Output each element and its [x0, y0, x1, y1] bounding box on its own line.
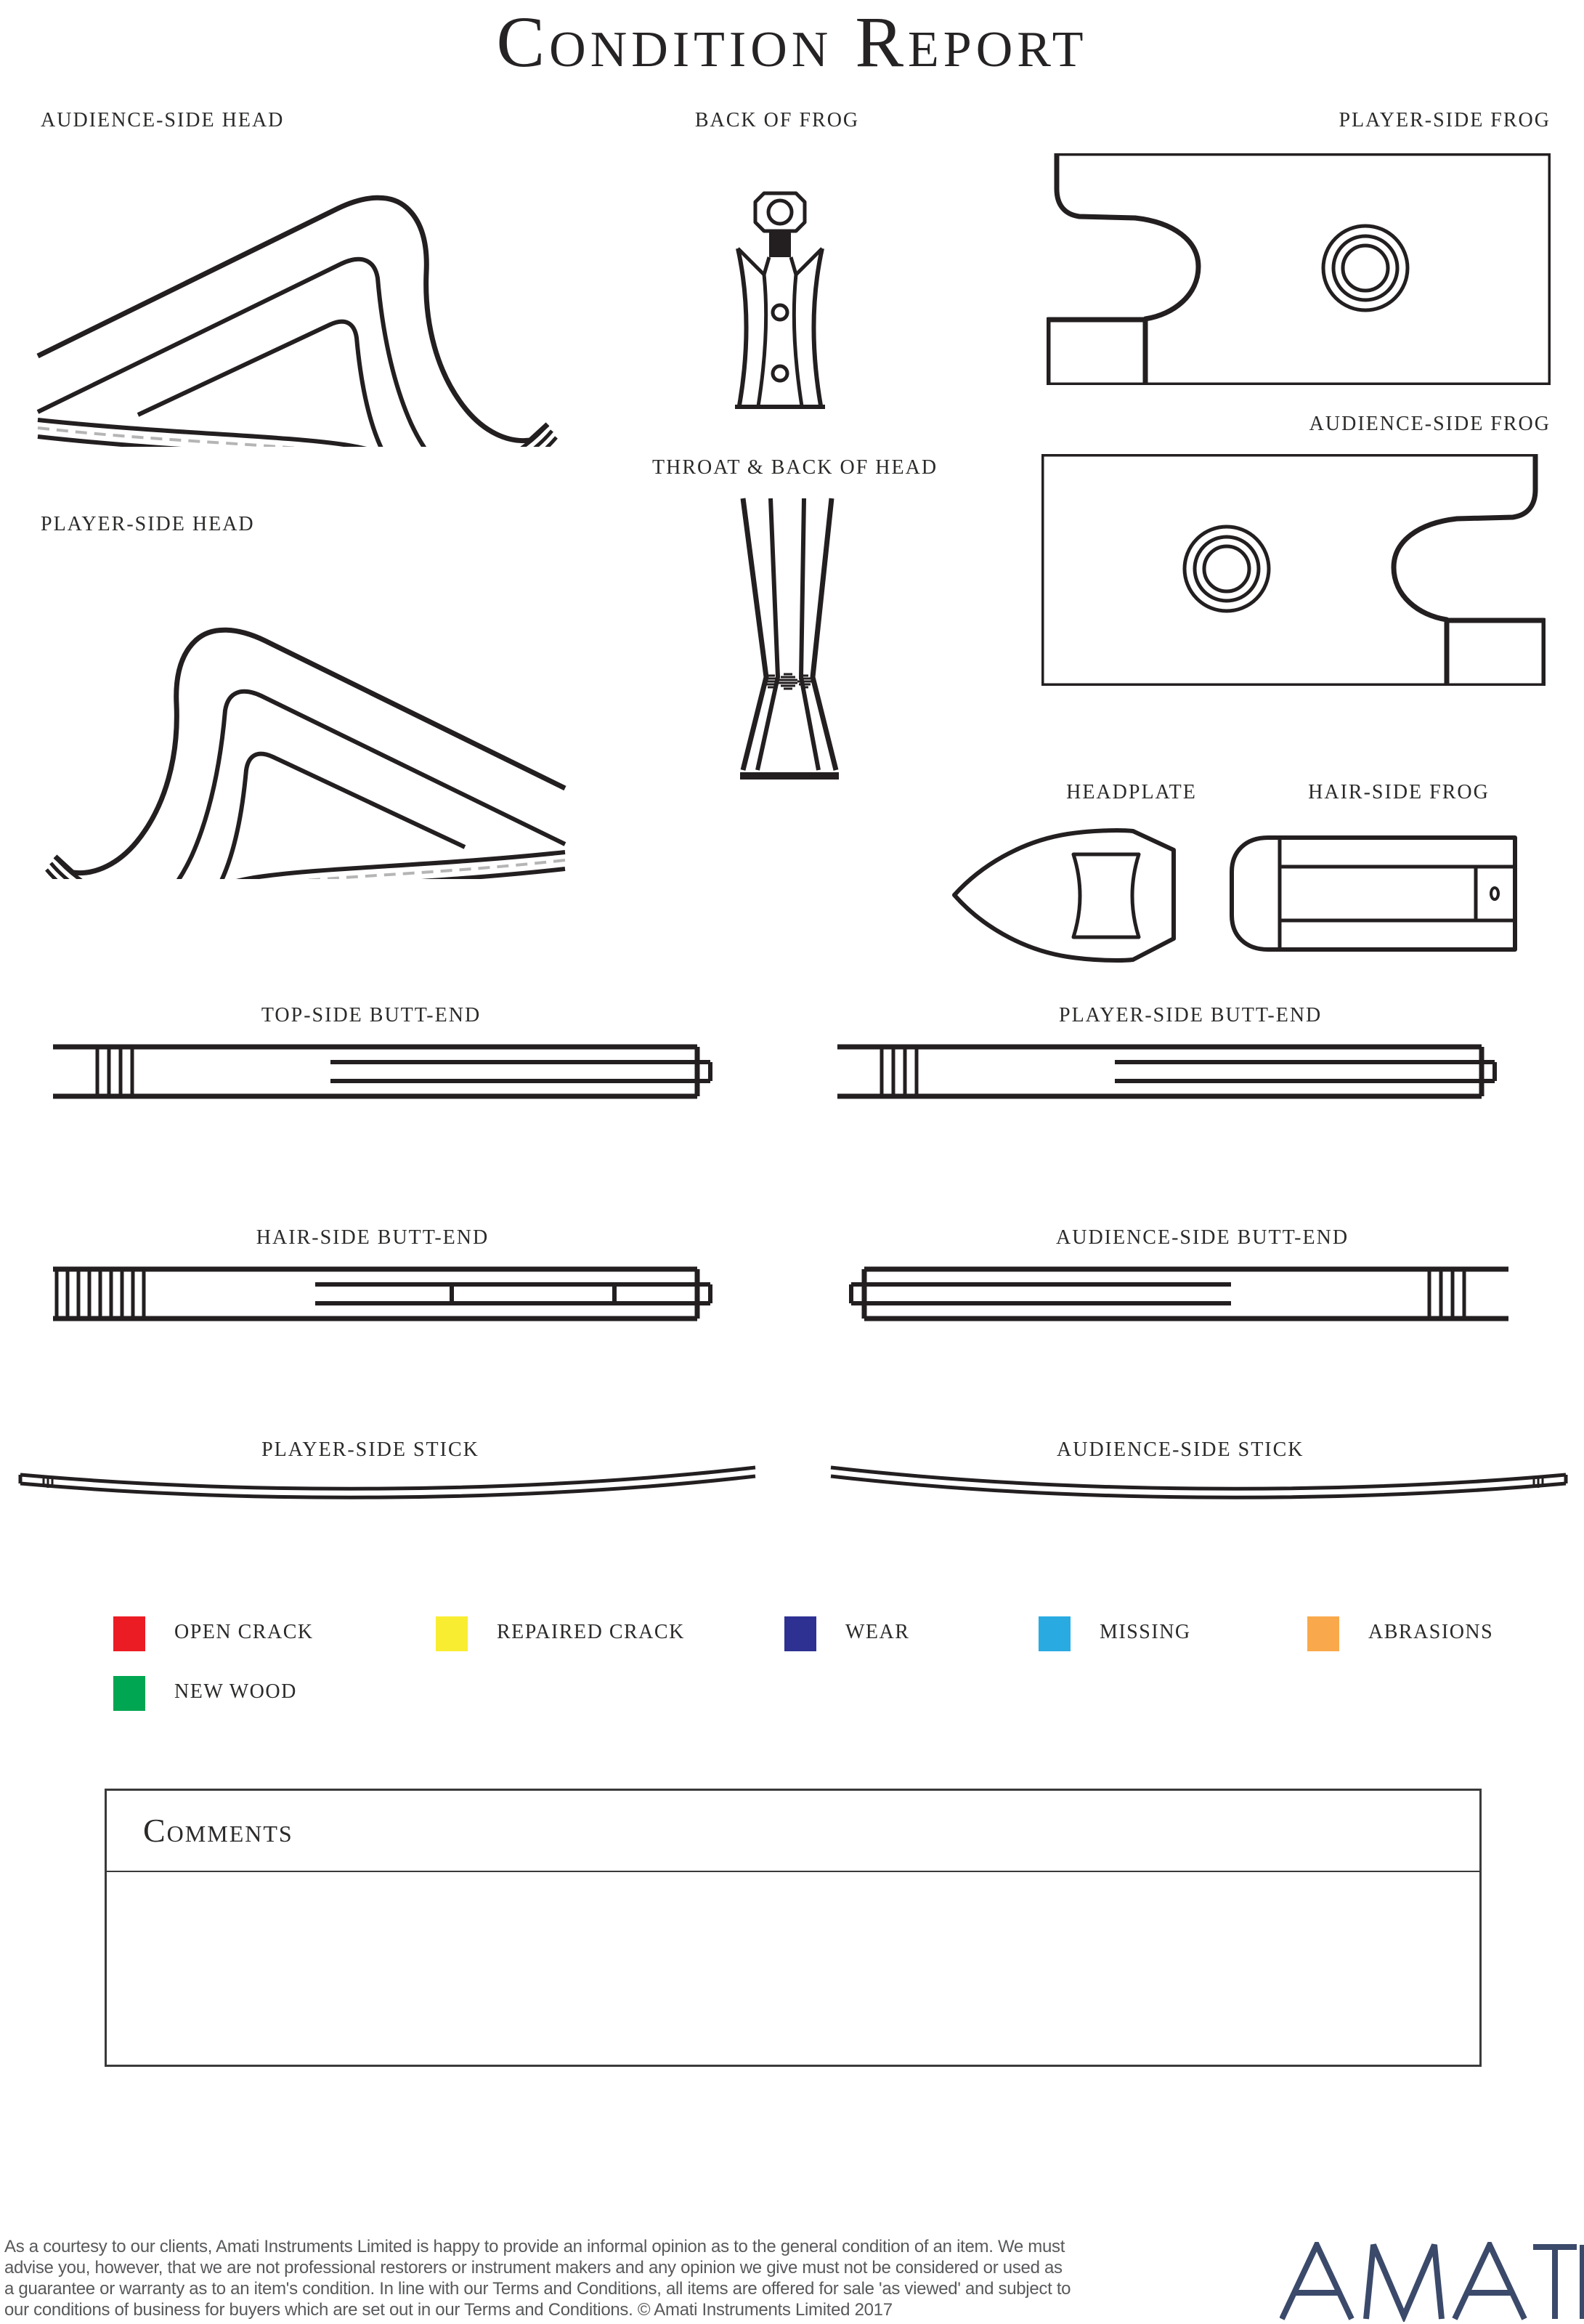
legend-swatch-wear — [784, 1616, 816, 1651]
label-player-side-head: PLAYER-SIDE HEAD — [41, 513, 255, 535]
back-of-frog-diagram — [726, 190, 835, 416]
hair-side-butt-end-diagram — [51, 1266, 726, 1322]
player-side-butt-end-diagram — [835, 1043, 1511, 1100]
audience-side-head-diagram — [22, 142, 581, 447]
top-side-butt-end-diagram — [51, 1043, 726, 1100]
legend-swatch-new-wood — [113, 1676, 145, 1711]
label-back-of-frog: BACK OF FROG — [694, 109, 860, 131]
label-hair-side-frog: HAIR-SIDE FROG — [1308, 781, 1490, 803]
footer-disclaimer — [4, 2236, 1071, 2320]
audience-side-butt-end-diagram — [835, 1266, 1511, 1322]
legend-label-missing: MISSING — [1100, 1621, 1191, 1643]
player-side-stick-diagram — [17, 1462, 758, 1505]
label-hair-side-butt-end: HAIR-SIDE BUTT-END — [256, 1226, 490, 1249]
audience-side-stick-diagram — [828, 1462, 1569, 1505]
legend-label-open-crack: OPEN CRACK — [174, 1621, 314, 1643]
label-player-side-butt-end: PLAYER-SIDE BUTT-END — [1059, 1004, 1323, 1027]
label-headplate: HEADPLATE — [1066, 781, 1197, 803]
player-side-head-diagram — [22, 574, 581, 879]
legend-label-repaired-crack: REPAIRED CRACK — [497, 1621, 685, 1643]
comments-header — [107, 1791, 1479, 1872]
page-title: Condition Report — [496, 1, 1088, 82]
footer-line: advise you, however, that we are not professional restorers or instrument makers and any opinion we give must not be considered or used as — [4, 2258, 1063, 2278]
legend-swatch-abrasions — [1307, 1616, 1339, 1651]
hair-side-frog-diagram — [1227, 835, 1518, 952]
legend-swatch-repaired-crack — [436, 1616, 468, 1651]
amati-logo — [1280, 2242, 1584, 2322]
footer-line: As a courtesy to our clients, Amati Instruments Limited is happy to provide an informal opinion as to the general condition of an item. We must — [4, 2237, 1065, 2256]
label-player-side-stick: PLAYER-SIDE STICK — [261, 1438, 479, 1461]
throat-and-back-of-head-diagram — [737, 494, 839, 785]
label-audience-side-frog: AUDIENCE-SIDE FROG — [1309, 413, 1551, 435]
label-audience-side-butt-end: AUDIENCE-SIDE BUTT-END — [1056, 1226, 1349, 1249]
label-player-side-frog: PLAYER-SIDE FROG — [1339, 109, 1551, 131]
label-audience-side-head: AUDIENCE-SIDE HEAD — [41, 109, 285, 131]
comments-box — [105, 1789, 1482, 2067]
comments-input-area[interactable] — [107, 1872, 1479, 2067]
footer-line: a guarantee or warranty as to an item's condition. In line with our Terms and Conditions, all items are offered for sale 'as viewed' and subject to — [4, 2279, 1071, 2299]
comments-title: Comments — [143, 1812, 293, 1849]
headplate-diagram — [951, 828, 1177, 963]
footer-line: our conditions of business for buyers which are set out in our Terms and Conditions. © Amati Instruments Limited 2017 — [4, 2300, 893, 2320]
legend-label-wear: WEAR — [845, 1621, 910, 1643]
label-top-side-butt-end: TOP-SIDE BUTT-END — [261, 1004, 482, 1027]
label-throat-back-of-head: THROAT & BACK OF HEAD — [652, 456, 938, 479]
legend-swatch-open-crack — [113, 1616, 145, 1651]
player-side-frog-diagram — [1047, 153, 1551, 385]
legend-label-abrasions: ABRASIONS — [1368, 1621, 1494, 1643]
legend-label-new-wood: NEW WOOD — [174, 1680, 297, 1703]
legend-swatch-missing — [1039, 1616, 1071, 1651]
label-audience-side-stick: AUDIENCE-SIDE STICK — [1057, 1438, 1304, 1461]
audience-side-frog-diagram — [1041, 454, 1546, 686]
